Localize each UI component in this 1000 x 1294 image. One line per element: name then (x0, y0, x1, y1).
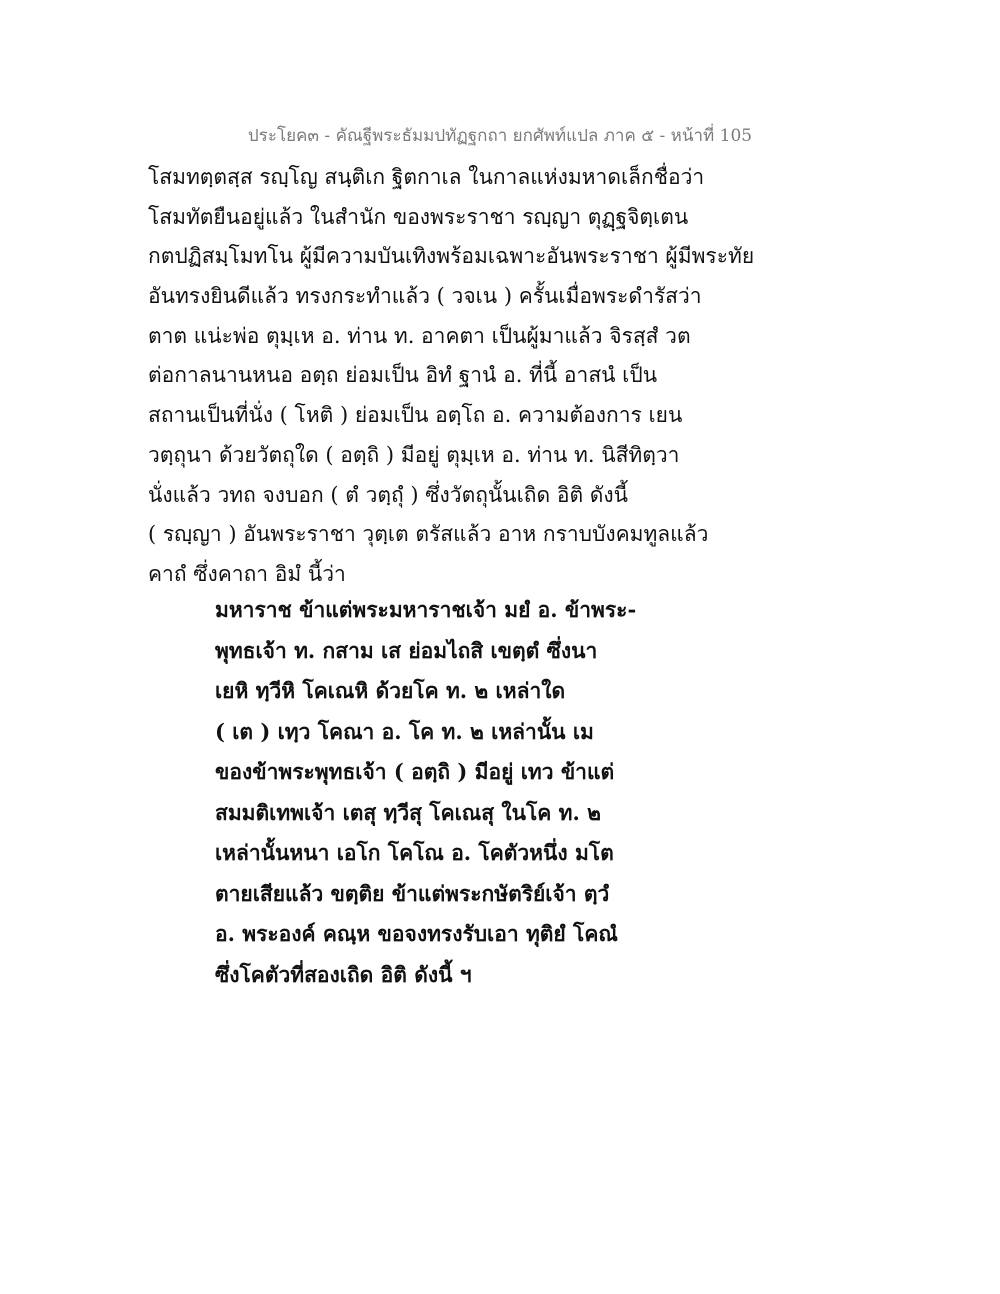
verse-line: สมมติเทพเจ้า เตสุ ทฺวีสุ โคเณสุ ในโค ท. ๒ (215, 799, 601, 825)
text-line: นั่งแล้ว วทถ จงบอก ( ตํ วตฺถุํ ) ซึ่งวัตถุนั้นเถิด อิติ ดังนี้ (148, 482, 629, 507)
verse-line: ( เต ) เทฺว โคณา อ. โค ท. ๒ เหล่านั้น เม (215, 718, 594, 744)
text-line: โสมทัตยืนอยู่แล้ว ในสำนัก ของพระราชา รญฺญา ตุฏฺฐจิตฺเตน (148, 204, 689, 229)
commentary-paragraph (148, 158, 868, 595)
text-line: วตฺถุนา ด้วยวัตถุใด ( อตฺถิ ) มีอยู่ ตุมฺเห อ. ท่าน ท. นิสีทิตฺวา (148, 442, 680, 467)
verse-line: อ. พระองค์ คณฺห ขอจงทรงรับเอา ทุติยํ โคณํ (215, 921, 618, 946)
verse-line: พุทธเจ้า ท. กสาม เส ย่อมไถสิ เขตฺตํ ซึ่งนา (215, 637, 598, 663)
verse-line: ของข้าพระพุทธเจ้า ( อตฺถิ ) มีอยู่ เทว ข้าแต่ (215, 759, 615, 784)
text-line: ตาต แน่ะพ่อ ตุมฺเห อ. ท่าน ท. อาคตา เป็นผู้มาแล้ว จิรสฺสํ วต (148, 323, 691, 348)
verse-line: ซึ่งโคตัวที่สองเถิด อิติ ดังนี้ ฯ (215, 961, 472, 987)
text-line: ต่อกาลนานหนอ อตฺถ ย่อมเป็น อิทํ ฐานํ อ. ที่นี้ อาสนํ เป็น (148, 363, 658, 388)
text-line: คาถํ ซึ่งคาถา อิมํ นี้ว่า (148, 561, 346, 586)
text-line: กตปฏิสมฺโมทโน ผู้มีความบันเทิงพร้อมเฉพาะอันพระราชา ผู้มีพระทัย (148, 244, 755, 269)
verse-line: ตายเสียแล้ว ขตฺติย ข้าแต่พระกษัตริย์เจ้า ตฺวํ (215, 880, 610, 906)
running-header: ประโยค๓ - คัณฐีพระธัมมปทัฏฐกถา ยกศัพท์แปล ภาค ๕ - หน้าที่ 105 (247, 126, 753, 146)
text-line: อันทรงยินดีแล้ว ทรงกระทำแล้ว ( วจเน ) ครั้นเมื่อพระดำรัสว่า (148, 284, 702, 309)
verse-line: เยหิ ทฺวีหิ โคเณหิ ด้วยโค ท. ๒ เหล่าใด (215, 678, 566, 703)
verse-line: เหล่านั้นหนา เอโก โคโณ อ. โคตัวหนึ่ง มโต (215, 840, 614, 865)
text-line: ( รญฺญา ) อันพระราชา วุตฺเต ตรัสแล้ว อาห กราบบังคมทูลแล้ว (148, 522, 709, 547)
verse-block (215, 590, 775, 995)
verse-line: มหาราช ข้าแต่พระมหาราชเจ้า มยํ อ. ข้าพระ- (215, 597, 637, 622)
text-line: สถานเป็นที่นั่ง ( โหติ ) ย่อมเป็น อตฺโถ อ. ความต้องการ เยน (148, 403, 683, 428)
text-line: โสมทตฺตสฺส รญฺโญ สนฺติเก ฐิตกาเล ในกาลแห่งมหาดเล็กชื่อว่า (148, 165, 705, 189)
